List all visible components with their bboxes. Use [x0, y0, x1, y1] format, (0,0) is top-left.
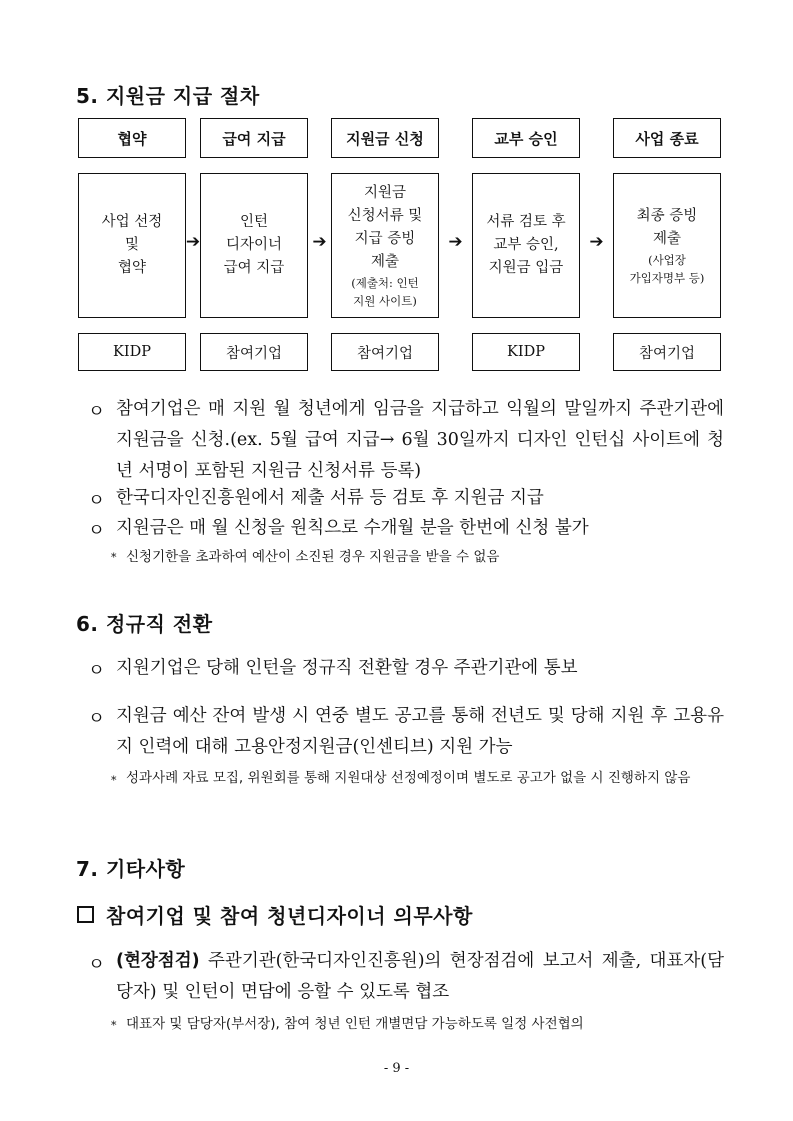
step-description-line: 교부 승인, [493, 237, 559, 253]
step-description-line: 제출 [652, 230, 681, 247]
step-description-2 [200, 173, 308, 318]
step-header-5: 사업 종료 [613, 118, 721, 158]
bullet-marker: ㅇ [88, 955, 105, 975]
step-description-line: 협약 [117, 260, 146, 276]
step-party-3: 참여기업 [331, 333, 439, 371]
step-description-line: 제출 [370, 253, 399, 270]
section-6-note: 성과사례 자료 모집, 위원회를 통해 지원대상 선정예정이며 별도로 공고가 없을 시 진행하지 않음 [126, 770, 691, 786]
section-7-subheading: 참여기업 및 참여 청년디자이너 의무사항 [106, 904, 473, 928]
step-description-3 [331, 173, 439, 318]
note-asterisk: * [111, 551, 117, 564]
step-description-line: 및 [124, 237, 139, 253]
bullet-marker: ㅇ [88, 491, 105, 511]
step-note-line: (사업장 [648, 252, 686, 267]
step-header-4: 교부 승인 [472, 118, 580, 158]
inspection-label: (현장점검) [116, 951, 200, 971]
step-description-line: 지원금 입금 [488, 260, 564, 276]
section-6-bullet-1: 지원기업은 당해 인턴을 정규직 전환할 경우 주관기관에 통보 [116, 658, 578, 678]
bullet-marker: ㅇ [88, 402, 105, 422]
arrow-right-icon: ➔ [312, 232, 327, 252]
arrow-right-icon: ➔ [448, 232, 463, 252]
section-5-bullet-1: 참여기업은 매 지원 월 청년에게 임금을 지급하고 익월의 말일까지 주관기관에 지원금을 신청.(ex. 5월 급여 지급→ 6월 30일까지 디자인 인턴십 사이트에 청년 서명이 포함된 지원금 신청서류 등록) [116, 399, 724, 481]
note-asterisk: * [111, 774, 117, 787]
section-6-bullet-2: 지원금 예산 잔여 발생 시 연중 별도 공고를 통해 전년도 및 당해 지원 후 고용유지 인력에 대해 고용안정지원금(인센티브) 지원 가능 [116, 706, 724, 757]
section-6-title: 6. 정규직 전환 [76, 612, 213, 636]
step-description-line: 급여 지급 [223, 260, 285, 276]
note-asterisk: * [111, 1019, 117, 1032]
section-5-bullet-3: 지원금은 매 월 신청을 원칙으로 수개월 분을 한번에 신청 불가 [116, 518, 589, 538]
step-header-3: 지원금 신청 [331, 118, 439, 158]
step-description-line: 지원금 [363, 184, 407, 201]
step-description-4 [472, 173, 580, 318]
step-header-1: 협약 [78, 118, 186, 158]
arrow-right-icon: ➔ [185, 232, 201, 252]
step-note-line: (제출처: 인턴 [351, 275, 419, 290]
step-description-5 [613, 173, 721, 318]
step-header-2: 급여 지급 [200, 118, 308, 158]
checkbox-square-icon [77, 906, 94, 923]
step-party-5: 참여기업 [613, 333, 721, 371]
step-description-line: 신청서류 및 [347, 207, 423, 224]
step-note-line: 가입자명부 등) [629, 270, 705, 285]
bullet-marker: ㅇ [88, 661, 105, 681]
step-description-line: 지급 증빙 [354, 230, 416, 247]
step-party-1: KIDP [78, 333, 186, 371]
step-party-2: 참여기업 [200, 333, 308, 371]
step-note-line: 지원 사이트) [353, 293, 417, 308]
page-number: - 9 - [383, 1061, 410, 1076]
step-description-line: 최종 증빙 [636, 207, 698, 224]
section-7-title: 7. 기타사항 [76, 857, 186, 881]
inspection-text: 주관기관(한국디자인진흥원)의 현장점검에 보고서 제출, 대표자(담당자) 및 인턴이 면담에 응할 수 있도록 협조 [116, 951, 724, 1002]
step-party-4: KIDP [472, 333, 580, 371]
section-5-note: 신청기한을 초과하여 예산이 소진된 경우 지원금을 받을 수 없음 [126, 549, 500, 565]
section-7-bullet [116, 946, 724, 1008]
section-7-note: 대표자 및 담당자(부서장), 참여 청년 인턴 개별면담 가능하도록 일정 사전협의 [126, 1016, 584, 1032]
step-description-1 [78, 173, 186, 318]
bullet-marker: ㅇ [88, 709, 105, 729]
step-description-line: 서류 검토 후 [486, 214, 566, 230]
step-description-line: 인턴 [239, 214, 268, 230]
step-description-line: 디자이너 [225, 237, 283, 253]
bullet-marker: ㅇ [88, 521, 105, 541]
section-5-bullet-2: 한국디자인진흥원에서 제출 서류 등 검토 후 지원금 지급 [116, 488, 544, 508]
arrow-right-icon: ➔ [589, 232, 604, 252]
section-5-title: 5. 지원금 지급 절차 [76, 84, 260, 108]
step-description-line: 사업 선정 [101, 214, 163, 230]
